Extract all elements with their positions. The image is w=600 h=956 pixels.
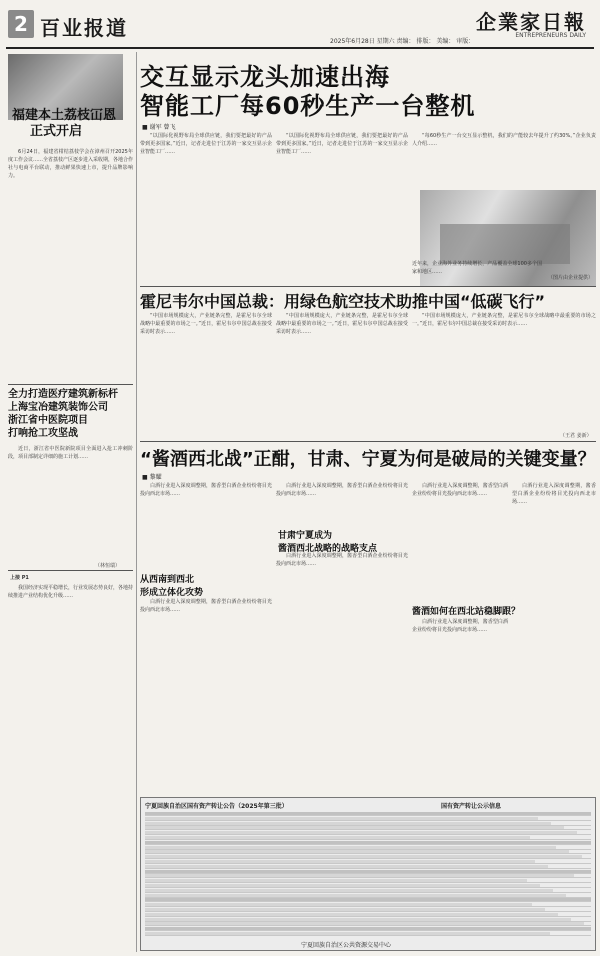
ad-table-row: [145, 860, 591, 864]
lead-byline: ■ 谢军 曾飞: [142, 124, 176, 131]
left-story-headline-line2: 正式开启: [30, 124, 83, 139]
honeywell-signature: （王君 姜新）: [560, 433, 592, 439]
ad-table-cell: [145, 817, 538, 820]
ad-table-cell: [145, 913, 558, 916]
ad-table-cell: [145, 898, 591, 901]
ad-table-row: [145, 918, 591, 922]
ad-table-row: [145, 927, 591, 931]
lead-headline-line2: 智能工厂每60秒生产一台整机: [140, 92, 476, 120]
ad-table-row: [145, 913, 591, 917]
ad-table-cell: [145, 894, 566, 897]
ad-table-row: [145, 850, 591, 854]
liquor-subhead-3: 酱酒如何在西北站稳脚跟？: [412, 607, 521, 617]
liquor-body-col1b: 白酒行业进入深度调整期，酱香型白酒企业纷纷将目光投向西北市场……: [140, 599, 272, 613]
ad-footer: 宁夏回族自治区公共资源交易中心: [301, 942, 392, 949]
ad-table-row: [145, 879, 591, 883]
liquor-subhead-1-line1: 从西南到西北: [140, 575, 195, 585]
ad-table-cell: [145, 884, 540, 887]
left-story-body: 6月24日，福建省柑桔荔枝学会在漳州召开2025年度工作会议……全省荔枝产区逐步进入采收期，各地合作社与电商平台联动，推动鲜果快速上市，提升品牌影响力。: [8, 149, 133, 179]
liquor-body-col2: 白酒行业进入深度调整期，酱香型白酒企业纷纷将目光投向西北市场……: [276, 483, 408, 497]
ad-table-row: [145, 889, 591, 893]
ad-table-cell: [145, 922, 584, 925]
ad-title-left: 宁夏回族自治区国有资产转让公告（2025年第三批）: [145, 803, 288, 810]
page-header: [0, 0, 600, 54]
public-notice-ad: [140, 797, 596, 951]
factory-machine-graphic: [440, 224, 570, 264]
ad-table-cell: [145, 865, 548, 868]
lead-photo-caption: （图片由企业提供）: [548, 275, 594, 281]
lead-body-col3: “每60秒生产一台交互显示整机，我们的产能较去年提升了约30%。”企业负责人介绍……: [412, 133, 596, 147]
ad-table-cell: [145, 822, 551, 825]
ad-table-cell: [145, 903, 532, 906]
section-divider-2: [140, 441, 596, 442]
ad-table-row: [145, 826, 591, 830]
ad-table-cell: [145, 841, 591, 844]
ad-table-row: [145, 817, 591, 821]
left-divider-1: [8, 384, 133, 385]
liquor-headline: “酱酒西北战”正酣，甘肃、宁夏为何是破局的关键变量？: [140, 449, 596, 470]
ad-table-cell: [145, 855, 582, 858]
liquor-body-col3: 白酒行业进入深度调整期，酱香型白酒企业纷纷将目光投向西北市场……: [412, 483, 508, 497]
ad-table-cell: [145, 850, 569, 853]
ad-table-row: [145, 822, 591, 826]
ad-table-cell: [145, 908, 545, 911]
ad-table-cell: [145, 826, 564, 829]
left-story2-headline-line1: 全力打造医疗建筑新标杆: [8, 389, 118, 400]
left-story2-signature: （林恒瑞）: [95, 563, 121, 569]
liquor-subhead-2-line1: 甘肃宁夏成为: [278, 531, 333, 541]
ad-table-row: [145, 812, 591, 816]
ad-table-cell: [145, 889, 553, 892]
newspaper-english-name: ENTREPRENEURS DAILY: [515, 32, 586, 39]
left-story2-headline-line3: 浙江省中医院项目: [8, 415, 88, 426]
ad-table-cell: [145, 831, 577, 834]
ad-table-cell: [145, 860, 535, 863]
ad-table-row: [145, 908, 591, 912]
left-story2-body: 近日，浙江省中医院新院项目全面进入抢工冲刺阶段，项目部制定详细的施工计划……: [8, 446, 133, 460]
section-divider-1: [140, 286, 596, 287]
ad-table-cell: [145, 927, 591, 930]
ad-table-row: [145, 932, 591, 936]
lead-headline-line1: 交互显示龙头加速出海: [140, 63, 390, 91]
ad-table-row: [145, 884, 591, 888]
issue-meta: 2025年6月28日 星期六 责编： 排版： 美编： 审版：: [330, 38, 475, 45]
ad-table-cell: [145, 812, 591, 815]
honeywell-body-col3: “中国市场规模庞大，产业链条完整，是霍尼韦尔全球战略中最重要的市场之一。”近日，霍尼韦尔中国总裁在接受采访时表示……: [412, 313, 596, 327]
liquor-body-col4: 白酒行业进入深度调整期，酱香型白酒企业纷纷将目光投向西北市场……: [512, 483, 596, 505]
ad-table-row: [145, 898, 591, 902]
left-story3-label: 上接 P1: [10, 575, 29, 581]
ad-table-row: [145, 841, 591, 845]
ad-table-row: [145, 894, 591, 898]
liquor-body-col1: 白酒行业进入深度调整期，酱香型白酒企业纷纷将目光投向西北市场……: [140, 483, 272, 497]
lead-body-col4: 近年来，企业海外业务持续增长，产品覆盖全球100多个国家和地区……: [412, 261, 542, 275]
honeywell-headline: 霍尼韦尔中国总裁：用绿色航空技术助推中国“低碳飞行”: [140, 292, 546, 311]
lead-body-col1: “以国际化视野布局全球供应链，我们要把最好的产品带到更多国家。”近日，记者走进位于江苏的一家交互显示企业智能工厂……: [140, 133, 272, 155]
page-number: 2: [8, 10, 34, 38]
newspaper-logo: 企業家日報: [476, 10, 586, 34]
ad-table-row: [145, 903, 591, 907]
ad-title-right: 国有资产转让公示信息: [441, 803, 502, 810]
liquor-byline: ■ 黎耀: [142, 474, 162, 481]
liquor-subhead-2: [278, 528, 377, 554]
ad-table-cell: [145, 836, 530, 839]
column-divider-left: [136, 52, 137, 952]
header-divider: [6, 47, 594, 49]
honeywell-body-col2: “中国市场规模庞大，产业链条完整，是霍尼韦尔全球战略中最重要的市场之一。”近日，霍尼韦尔中国总裁在接受采访时表示……: [276, 313, 408, 335]
ad-table-cell: [145, 932, 550, 935]
liquor-body-col3b: 白酒行业进入深度调整期，酱香型白酒企业纷纷将目光投向西北市场……: [412, 619, 508, 633]
ad-table-row: [145, 846, 591, 850]
ad-table-row: [145, 836, 591, 840]
ad-table-cell: [145, 870, 591, 873]
ad-table-row: [145, 865, 591, 869]
liquor-subhead-1: [140, 572, 203, 598]
ad-table-row: [145, 870, 591, 874]
liquor-body-col2b: 白酒行业进入深度调整期，酱香型白酒企业纷纷将目光投向西北市场……: [276, 553, 408, 567]
left-story2-headline-line4: 打响抢工攻坚战: [8, 428, 78, 439]
ad-table-row: [145, 855, 591, 859]
ad-table-row: [145, 831, 591, 835]
ad-table-row: [145, 922, 591, 926]
liquor-subhead-1-line2: 形成立体化攻势: [140, 588, 204, 598]
ad-table-cell: [145, 879, 527, 882]
ad-table-cell: [145, 918, 571, 921]
honeywell-body-col1: “中国市场规模庞大，产业链条完整，是霍尼韦尔全球战略中最重要的市场之一。”近日，霍尼韦尔中国总裁在接受采访时表示……: [140, 313, 272, 335]
ad-table-row: [145, 874, 591, 878]
ad-table-cell: [145, 846, 556, 849]
lead-body-col2: “以国际化视野布局全球供应链，我们要把最好的产品带到更多国家。”近日，记者走进位于江苏的一家交互显示企业智能工厂……: [276, 133, 408, 155]
ad-table-cell: [145, 874, 574, 877]
left-story2-headline-line2: 上海宝冶建筑装饰公司: [8, 402, 108, 413]
liquor-subhead-2-line2: 酱酒西北战略的战略支点: [278, 544, 378, 554]
left-story2-headline: [8, 388, 133, 440]
left-story3-body: 我国经济实现平稳增长，行业发展态势良好，各地持续推进产业结构优化升级……: [8, 585, 133, 599]
section-title: 百业报道: [40, 16, 128, 40]
left-divider-2: [8, 570, 133, 571]
left-story-headline: [12, 108, 132, 140]
left-story-headline-line1: 福建本土荔枝冚恩: [12, 108, 117, 123]
